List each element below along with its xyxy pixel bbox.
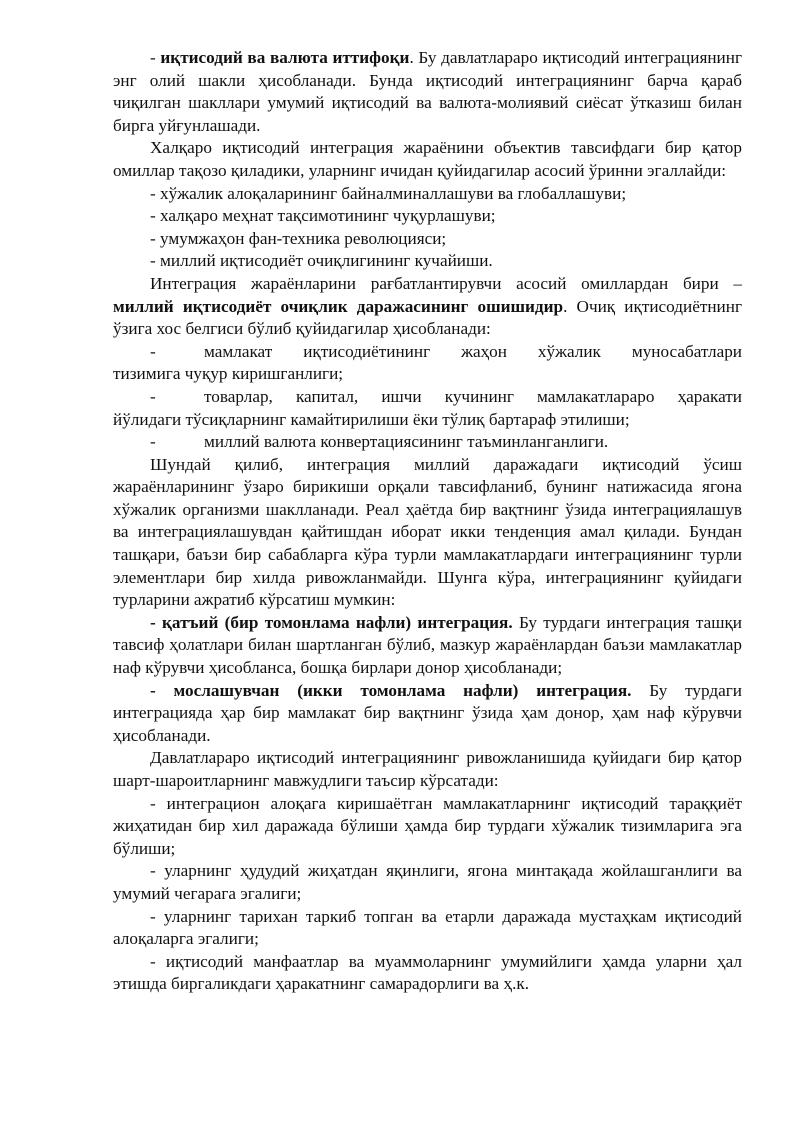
paragraph-text: Бу турдаги интеграция ташқи тавсиф ҳолатлари билан шартланган бўлиб, мазкур жараёнлардан баъзи мамлакатлар наф кўрувчи ҳисобланса, бошқа бирлари донор ҳисобланади;	[113, 612, 742, 678]
paragraph-text: Бу турдаги интеграцияда ҳар бир мамлакат бир вақтнинг ўзида ҳам донор, ҳам наф кўрувчи ҳисобланади.	[113, 680, 743, 745]
list-item	[113, 341, 742, 386]
paragraph-text: . Бу давлатлараро иқтисодий интеграциянинг энг олий шакли ҳисобланади. Бунда иқтисодий интеграциянинг барча қараб чиқилган шакллари умумий иқтисодий ва валюта-молиявий сиёсат ўтказиш билан бирга уйғунлашади.	[113, 48, 743, 135]
list-item: - интеграцион алоқага киришаётган мамлакатларнинг иқтисодий тараққиёт жиҳатидан бир хил даражада бўлиши ҳамда бир турдаги хўжалик тизимларига эга бўлиши;	[113, 793, 742, 858]
list-item-continuation: йўлидаги тўсиқларнинг камайтирилиши ёки тўлиқ бартараф этилиши;	[113, 409, 630, 429]
paragraph-text: . Очиқ иқтисодиётнинг ўзига хос белгиси бўлиб қуйидагилар ҳисобланади:	[113, 296, 742, 339]
dash-lead: -	[150, 48, 161, 67]
term-strict-integration: - қатъий (бир томонлама нафли) интеграция.	[150, 612, 513, 632]
list-dash: -	[150, 386, 156, 406]
paragraph-conditions: Давлатлараро иқтисодий интеграциянинг ривожланишида қуйидаги бир қатор шарт-шароитларнинг мавжудлиги таъсир кўрсатади:	[113, 748, 742, 790]
list-dash: -	[150, 432, 156, 452]
list-item-text: товарлар, капитал, ишчи кучининг мамлакатлараро ҳаракати	[204, 386, 742, 406]
list-item: - уларнинг ҳудудий жиҳатдан яқинлиги, ягона минтақада жойлашганлиги ва умумий чегарага эгалиги;	[113, 861, 742, 903]
paragraph-integration-types: Шундай қилиб, интеграция миллий даражадаги иқтисодий ўсиш жараёнларининг ўзаро бирикиши орқали тавсифланиб, бунинг натижасида ягона хўжалик организми шаклланади. Реал ҳаётда бир вақтнинг ўзида интеграциялашув ва интеграциялашувдан қайтишдан иборат икки тенденция амал қилади. Бундан ташқари, баъзи бир сабабларга кўра турли мамлакатлардаги интеграциянинг турли элементлари бир хилда ривожланмайди. Шунга кўра, интеграциянинг қуйидаги турларини ажратиб кўрсатиш мумкин:	[113, 454, 742, 610]
list-item: - халқаро меҳнат тақсимотининг чуқурлашуви;	[150, 206, 496, 226]
term-flexible-integration: - мослашувчан (икки томонлама нафли) интеграция.	[150, 680, 632, 700]
list-item: - уларнинг тарихан таркиб топган ва етарли даражада мустаҳкам иқтисодий алоқаларга эгалиги;	[113, 906, 742, 949]
list-item: - умумжаҳон фан-техника революцияси;	[150, 228, 447, 248]
paragraph-strict-integration	[113, 612, 742, 680]
paragraph-flexible-integration	[113, 680, 742, 748]
list-dash: -	[150, 341, 156, 361]
list-item-text: миллий валюта конвертациясининг таъминланганлиги.	[204, 432, 609, 452]
term-economic-currency-union: иқтисодий ва валюта иттифоқи	[160, 48, 410, 67]
list-item: - иқтисодий манфаатлар ва муаммоларнинг умумийлиги ҳамда уларни ҳал этишда биргаликдаги ҳаракатнинг самарадорлиги ва ҳ.к.	[113, 951, 742, 994]
list-item: - миллий иқтисодиёт очиқлигининг кучайиши.	[150, 251, 493, 271]
paragraph-text: Интеграция жараёнларини рағбатлантирувчи асосий омиллардан бири –	[150, 273, 742, 293]
list-item	[113, 386, 742, 431]
paragraph-economic-union	[113, 47, 742, 137]
list-item-text: мамлакат иқтисодиётининг жаҳон хўжалик муносабатлари	[204, 341, 742, 361]
list-item: - хўжалик алоқаларининг байналминаллашуви ва глобаллашуви;	[150, 183, 627, 203]
paragraph-openness	[113, 273, 742, 341]
list-item-continuation: тизимига чуқур киришганлиги;	[113, 364, 344, 384]
term-openness-growth: миллий иқтисодиёт очиқлик даражасининг ошишидир	[113, 296, 564, 316]
list-item	[113, 431, 742, 454]
paragraph-integration-factors: Халқаро иқтисодий интеграция жараёнини объектив тавсифдаги бир қатор омиллар тақозо қиладики, уларнинг ичидан қуйидагилар асосий ўринни эгаллайди:	[113, 138, 742, 180]
